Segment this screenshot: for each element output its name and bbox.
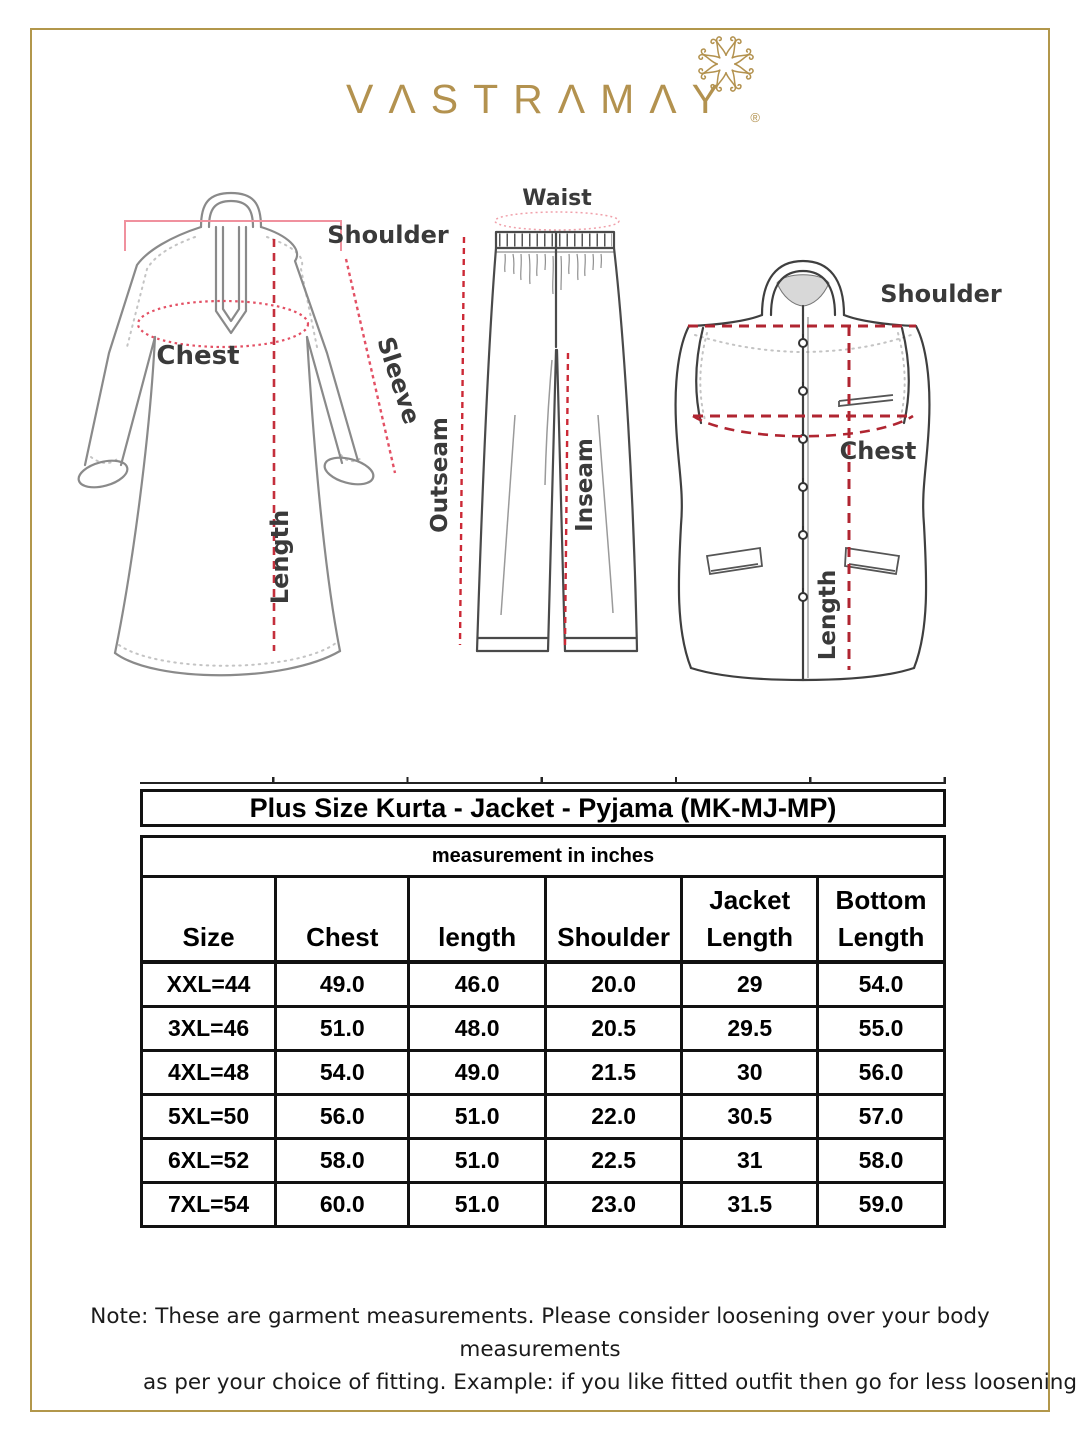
brand-logo — [0, 76, 1080, 123]
table-header-row — [142, 877, 945, 963]
col-header-length: length — [409, 877, 546, 963]
brand-wordmark: VΛSTRΛMΛY — [345, 76, 734, 122]
registered-trademark-icon: ® — [750, 110, 760, 125]
table-row: 6XL=52 58.0 51.0 22.5 31 58.0 — [142, 1139, 945, 1183]
table-row: 7XL=54 60.0 51.0 23.0 31.5 59.0 — [142, 1183, 945, 1227]
measurement-unit-row — [142, 837, 945, 877]
pyjama-diagram — [427, 186, 637, 651]
garment-measurement-note — [45, 1300, 1077, 1399]
jacket-length-label: Length — [815, 569, 841, 661]
note-line-2: as per your choice of fitting. Example: if you like fitted outfit then go for less loosening — [143, 1370, 1077, 1395]
size-chart-title: Plus Size Kurta - Jacket - Pyjama (MK-MJ-MP) — [140, 789, 946, 827]
kurta-sleeve-label: Sleeve — [371, 333, 426, 428]
jacket-chest-label: Chest — [839, 437, 917, 465]
lotus-ornament-icon — [698, 36, 754, 92]
kurta-length-label: Length — [266, 509, 294, 605]
jacket-shoulder-label: Shoulder — [880, 280, 1002, 308]
kurta-diagram — [76, 193, 449, 675]
col-header-jacket-length: Jacket Length — [682, 877, 818, 963]
kurta-shoulder-label: Shoulder — [327, 221, 449, 249]
note-line-1: Note: These are garment measurements. Please consider loosening over your body measurements — [90, 1304, 990, 1362]
pyjama-inseam-label: Inseam — [572, 438, 598, 532]
pyjama-outseam-label: Outseam — [427, 417, 453, 533]
cropped-row-line — [140, 782, 946, 784]
garment-measurement-diagrams — [55, 175, 1025, 765]
pyjama-waist-label: Waist — [522, 186, 592, 211]
col-header-shoulder: Shoulder — [545, 877, 682, 963]
col-header-bottom-length: Bottom Length — [818, 877, 945, 963]
col-header-chest: Chest — [276, 877, 409, 963]
table-row: XXL=44 49.0 46.0 20.0 29 54.0 — [142, 962, 945, 1007]
size-chart-table — [140, 835, 946, 1228]
measurement-unit-label: measurement in inches — [142, 837, 945, 877]
kurta-chest-label: Chest — [156, 341, 240, 371]
col-header-size: Size — [142, 877, 276, 963]
table-row: 3XL=46 51.0 48.0 20.5 29.5 55.0 — [142, 1007, 945, 1051]
jacket-diagram — [676, 261, 1002, 680]
table-row: 5XL=50 56.0 51.0 22.0 30.5 57.0 — [142, 1095, 945, 1139]
table-row: 4XL=48 54.0 49.0 21.5 30 56.0 — [142, 1051, 945, 1095]
